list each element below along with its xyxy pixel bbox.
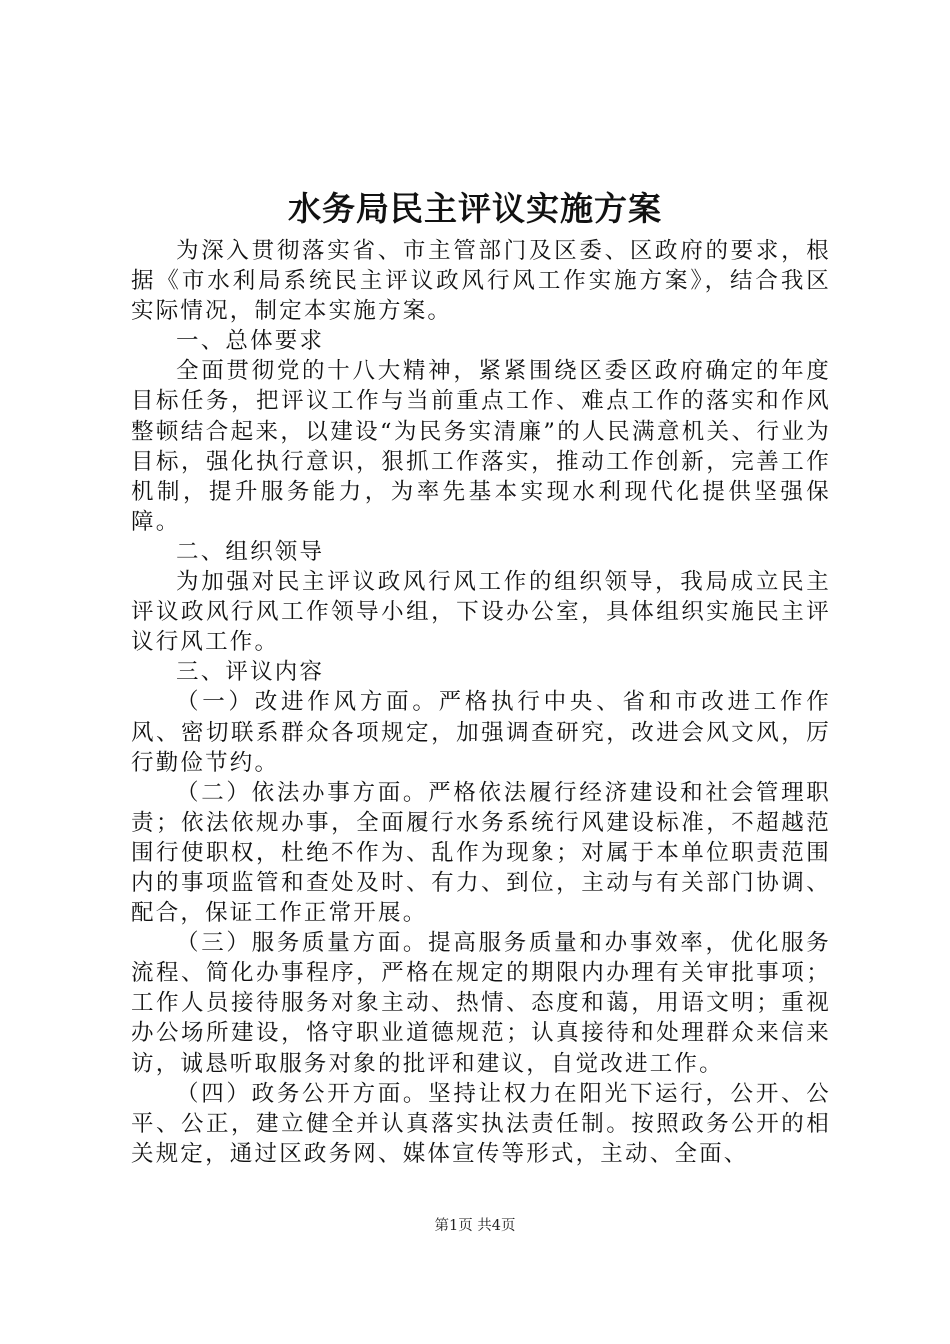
general-requirements-paragraph: 全面贯彻党的十八大精神，紧紧围绕区委区政府确定的年度目标任务，把评议工作与当前重点工作、难点工作的落实和作风整顿结合起来，以建设“为民务实清廉”的人民满意机关、行业为目标，强化执行意识，狠抓工作落实，推动工作创新，完善工作机制，提升服务能力，为率先基本实现水利现代化提供坚强保障。 [131,358,831,535]
section-heading-evaluation-content: 三、评议内容 [176,659,325,686]
intro-paragraph: 为深入贯彻落实省、市主管部门及区委、区政府的要求，根据《市水利局系统民主评议政风行风工作实施方案》，结合我区实际情况，制定本实施方案。 [131,238,831,325]
document-title: 水务局民主评议实施方案 [288,189,662,228]
content-item-3-paragraph: （三）服务质量方面。提高服务质量和办事效率，优化服务流程、简化办事程序，严格在规定的期限内办理有关审批事项；工作人员接待服务对象主动、热情、态度和蔼，用语文明；重视办公场所建设，恪守职业道德规范；认真接待和处理群众来信来访，诚恳听取服务对象的批评和建议，自觉改进工作。 [131,930,831,1077]
section-heading-organization: 二、组织领导 [176,538,325,565]
content-item-2-paragraph: （二）依法办事方面。严格依法履行经济建设和社会管理职责；依法依规办事，全面履行水务系统行风建设标准，不超越范围行使职权，杜绝不作为、乱作为现象；对属于本单位职责范围内的事项监管和查处及时、有力、到位，主动与有关部门协调、配合，保证工作正常开展。 [131,779,831,927]
section-heading-general-requirements: 一、总体要求 [176,328,325,355]
organization-paragraph: 为加强对民主评议政风行风工作的组织领导，我局成立民主评议政风行风工作领导小组，下设办公室，具体组织实施民主评议行风工作。 [131,569,831,656]
content-item-4-paragraph: （四）政务公开方面。坚持让权力在阳光下运行，公开、公平、公正，建立健全并认真落实执法责任制。按照政务公开的相关规定，通过区政务网、媒体宣传等形式，主动、全面、 [131,1080,831,1167]
document-body [131,236,831,1169]
page-number-footer: 第1页 共4页 [434,1218,516,1234]
content-item-1-paragraph: （一）改进作风方面。严格执行中央、省和市改进工作作风、密切联系群众各项规定，加强调查研究，改进会风文风，厉行勤俭节约。 [131,689,831,776]
